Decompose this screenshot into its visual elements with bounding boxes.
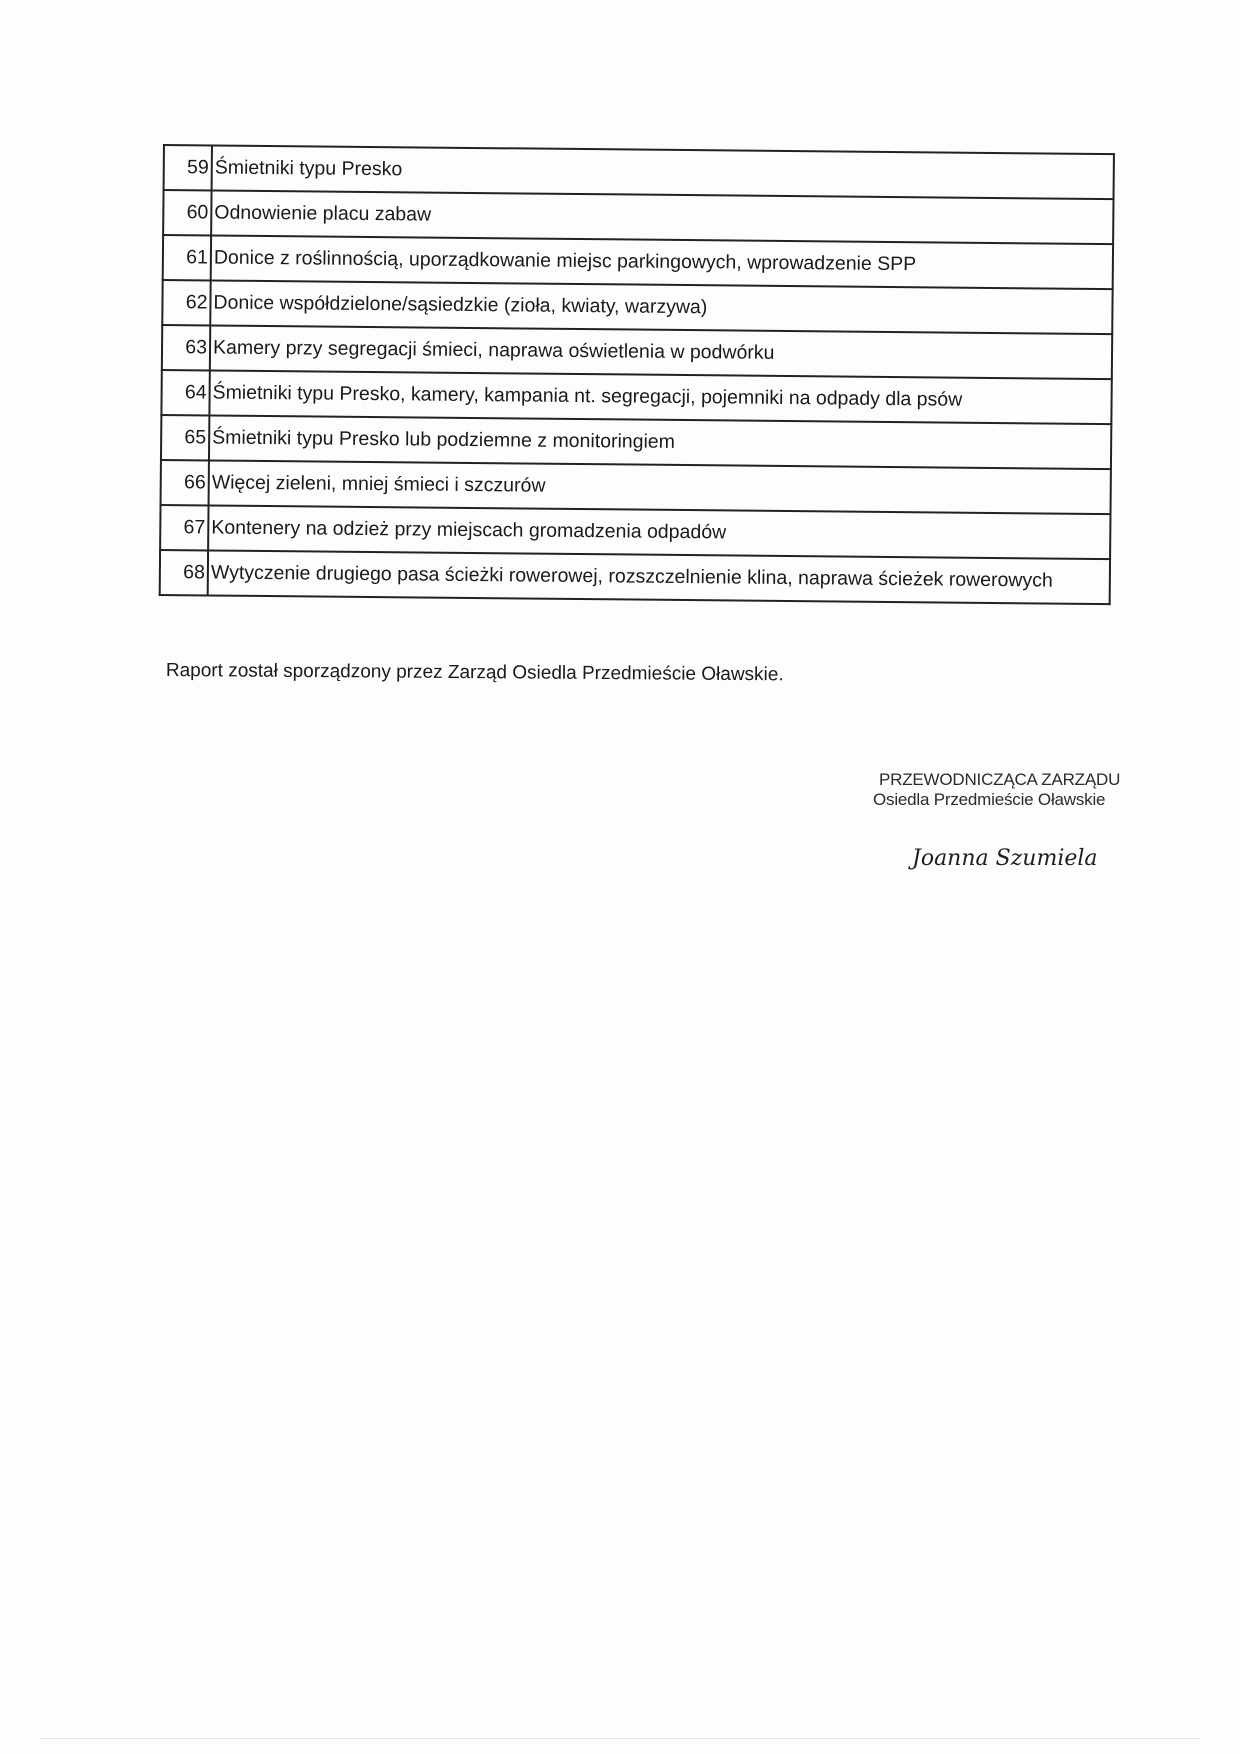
- items-table-container: [159, 144, 1115, 605]
- row-description: Kamery przy segregacji śmieci, naprawa oświetlenia w podwórku: [210, 325, 1112, 379]
- row-number: 63: [162, 325, 210, 370]
- row-number: 62: [162, 280, 210, 325]
- report-note: Raport został sporządzony przez Zarząd Osiedla Przedmieście Oławskie.: [165, 660, 784, 686]
- page-bottom-divider: [40, 1738, 1200, 1739]
- row-description: Śmietniki typu Presko lub podziemne z monitoringiem: [209, 415, 1111, 469]
- row-number: 67: [160, 505, 208, 550]
- stamp-title: PRZEWODNICZĄCA ZARZĄDU: [879, 770, 1121, 789]
- row-number: 59: [164, 145, 212, 190]
- row-description: Donice z roślinnością, uporządkowanie miejsc parkingowych, wprowadzenie SPP: [211, 235, 1113, 289]
- table-row: [160, 550, 1110, 604]
- items-table: [159, 144, 1115, 605]
- row-number: 65: [161, 415, 209, 460]
- items-table-body: [160, 145, 1114, 604]
- row-description: Donice współdzielone/sąsiedzkie (zioła, kwiaty, warzywa): [210, 280, 1112, 334]
- row-number: 60: [163, 190, 211, 235]
- row-description: Kontenery na odzież przy miejscach gromadzenia odpadów: [208, 505, 1110, 559]
- row-description: Śmietniki typu Presko: [212, 145, 1114, 199]
- row-number: 68: [160, 550, 208, 595]
- chairperson-stamp: [873, 770, 1120, 810]
- signature-name: Joanna Szumiela: [912, 846, 1098, 871]
- row-number: 61: [163, 235, 211, 280]
- row-description: Wytyczenie drugiego pasa ścieżki rowerowej, rozszczelnienie klina, naprawa ścieżek rowerowych: [208, 550, 1110, 604]
- row-number: 66: [161, 460, 209, 505]
- stamp-organization: Osiedla Przedmieście Oławskie: [873, 790, 1106, 809]
- row-description: Odnowienie placu zabaw: [211, 190, 1113, 244]
- row-number: 64: [161, 370, 209, 415]
- row-description: Śmietniki typu Presko, kamery, kampania nt. segregacji, pojemniki na odpady dla psów: [209, 370, 1111, 424]
- row-description: Więcej zieleni, mniej śmieci i szczurów: [209, 460, 1111, 514]
